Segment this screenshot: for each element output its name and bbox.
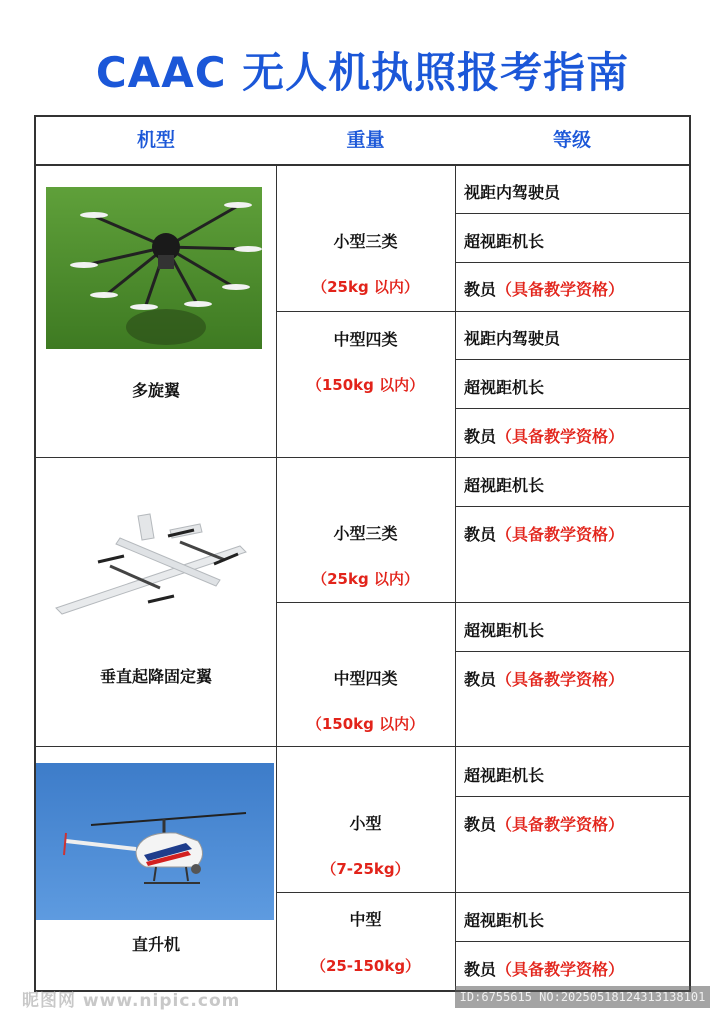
weight-name: 小型三类	[333, 232, 398, 251]
grade-item: 教员（具备教学资格）	[464, 815, 625, 834]
grade-item: 超视距机长	[464, 378, 545, 397]
header-grade: 等级	[552, 129, 591, 151]
model-name-helicopter: 直升机	[131, 935, 180, 954]
grade-item: 超视距机长	[464, 911, 545, 930]
header-weight: 重量	[346, 129, 385, 151]
grade-item: 教员（具备教学资格）	[464, 960, 625, 979]
grade-item: 教员（具备教学资格）	[464, 280, 625, 299]
grade-item: 超视距机长	[464, 621, 545, 640]
model-name-vtol: 垂直起降固定翼	[99, 667, 212, 686]
vtol-fixed-wing-photo	[50, 508, 250, 618]
multirotor-drone-photo	[46, 187, 262, 349]
grade-item: 超视距机长	[464, 766, 545, 785]
weight-range: （7-25kg）	[321, 860, 410, 878]
grade-item: 教员（具备教学资格）	[464, 670, 625, 689]
site-watermark: 昵图网 www.nipic.com	[22, 991, 241, 1011]
id-watermark: ID:6755615 NO:20250518124313138101	[455, 986, 710, 1008]
grade-item: 超视距机长	[464, 476, 545, 495]
weight-range: （25kg 以内）	[312, 570, 419, 588]
grade-item: 视距内驾驶员	[464, 329, 561, 348]
weight-range: （150kg 以内）	[306, 376, 425, 394]
grade-item: 教员（具备教学资格）	[464, 427, 625, 446]
page-title: CAAC 无人机执照报考指南	[95, 48, 630, 97]
model-name-multirotor: 多旋翼	[131, 381, 180, 400]
weight-range: （25-150kg）	[310, 957, 421, 975]
weight-name: 中型四类	[333, 330, 398, 349]
weight-name: 小型三类	[333, 524, 398, 543]
grade-item: 视距内驾驶员	[464, 183, 561, 202]
weight-name: 中型	[349, 910, 382, 929]
weight-range: （150kg 以内）	[306, 715, 425, 733]
weight-name: 中型四类	[333, 669, 398, 688]
weight-name: 小型	[349, 814, 382, 833]
helicopter-photo	[36, 763, 274, 920]
header-model: 机型	[136, 129, 175, 151]
weight-range: （25kg 以内）	[312, 278, 419, 296]
grade-item: 教员（具备教学资格）	[464, 525, 625, 544]
grade-item: 超视距机长	[464, 232, 545, 251]
